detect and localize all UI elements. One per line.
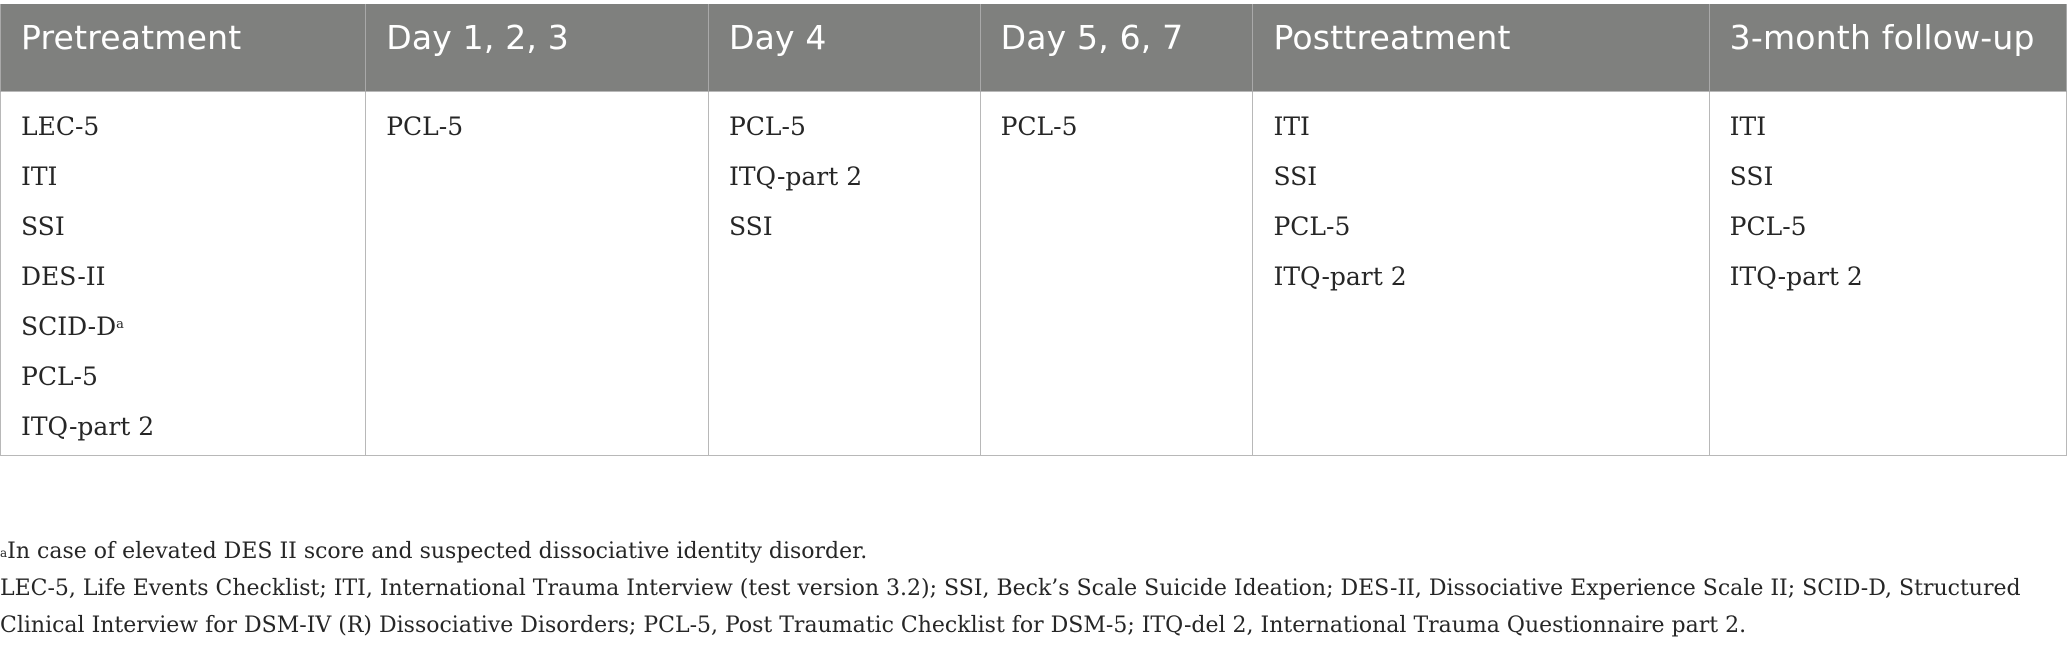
column-header: Day 1, 2, 3 <box>366 4 709 91</box>
footnote <box>0 533 2060 570</box>
assessment-schedule-table-wrapper <box>0 4 2068 456</box>
list-item: ITQ-part 2 <box>21 411 155 441</box>
posttreatment-cell <box>1253 91 1709 455</box>
table-row <box>1 91 2067 455</box>
list-item: LEC-5 <box>21 111 100 141</box>
list-item: ITQ-part 2 <box>1273 261 1407 291</box>
header-row <box>1 4 2067 91</box>
column-header: 3-month follow-up <box>1709 4 2066 91</box>
list-item: ITQ-part 2 <box>728 161 863 191</box>
list-item: SSI <box>1273 161 1318 191</box>
day-1-2-3-cell <box>366 91 709 455</box>
column-header: Day 5, 6, 7 <box>980 4 1253 91</box>
column-header: Day 4 <box>708 4 980 91</box>
pretreatment-cell <box>1 91 366 455</box>
footnote-marker: a <box>116 316 124 332</box>
list-item: ITI <box>1273 111 1310 141</box>
footnote-marker: a <box>0 546 8 560</box>
list-item: SSI <box>728 211 773 241</box>
list-item: PCL-5 <box>1729 211 1807 241</box>
list-item: PCL-5 <box>1000 111 1078 141</box>
day-4-cell <box>708 91 980 455</box>
list-item: PCL-5 <box>386 111 464 141</box>
list-item: ITI <box>1729 111 1767 141</box>
list-item: PCL-5 <box>1273 211 1351 241</box>
list-item: ITI <box>21 161 58 191</box>
list-item: DES-II <box>21 261 106 291</box>
list-item: PCL-5 <box>21 361 98 391</box>
list-item: SCID-$D^a$ <box>21 311 124 341</box>
day-5-6-7-cell <box>980 91 1253 455</box>
column-header: Pretreatment <box>1 4 366 91</box>
footnote-text: In case of elevated DES II score and suspected dissociative identity disorder. <box>7 539 868 564</box>
column-header: Posttreatment <box>1253 4 1709 91</box>
assessment-schedule-table <box>0 4 2067 456</box>
list-item: SSI <box>1729 161 1774 191</box>
list-item: SSI <box>21 211 65 241</box>
list-item: ITQ-part 2 <box>1729 261 1863 291</box>
list-item: PCL-5 <box>728 111 806 141</box>
followup-3-month-cell <box>1709 91 2066 455</box>
abbreviations-note: LEC-5, Life Events Checklist; ITI, International Trauma Interview (test version 3.2); SSI, Beck’s Scale Suicide Ideation; DES-II, Dissociative Experience Scale II; SCID-D, Structured Clinical Interview for DSM-IV (R) Dissociative Disorders; PCL-5, Post Traumatic Checklist for DSM-5; ITQ-del 2, International Trauma Questionnaire part 2. <box>0 576 2021 638</box>
table-notes <box>0 533 2060 644</box>
